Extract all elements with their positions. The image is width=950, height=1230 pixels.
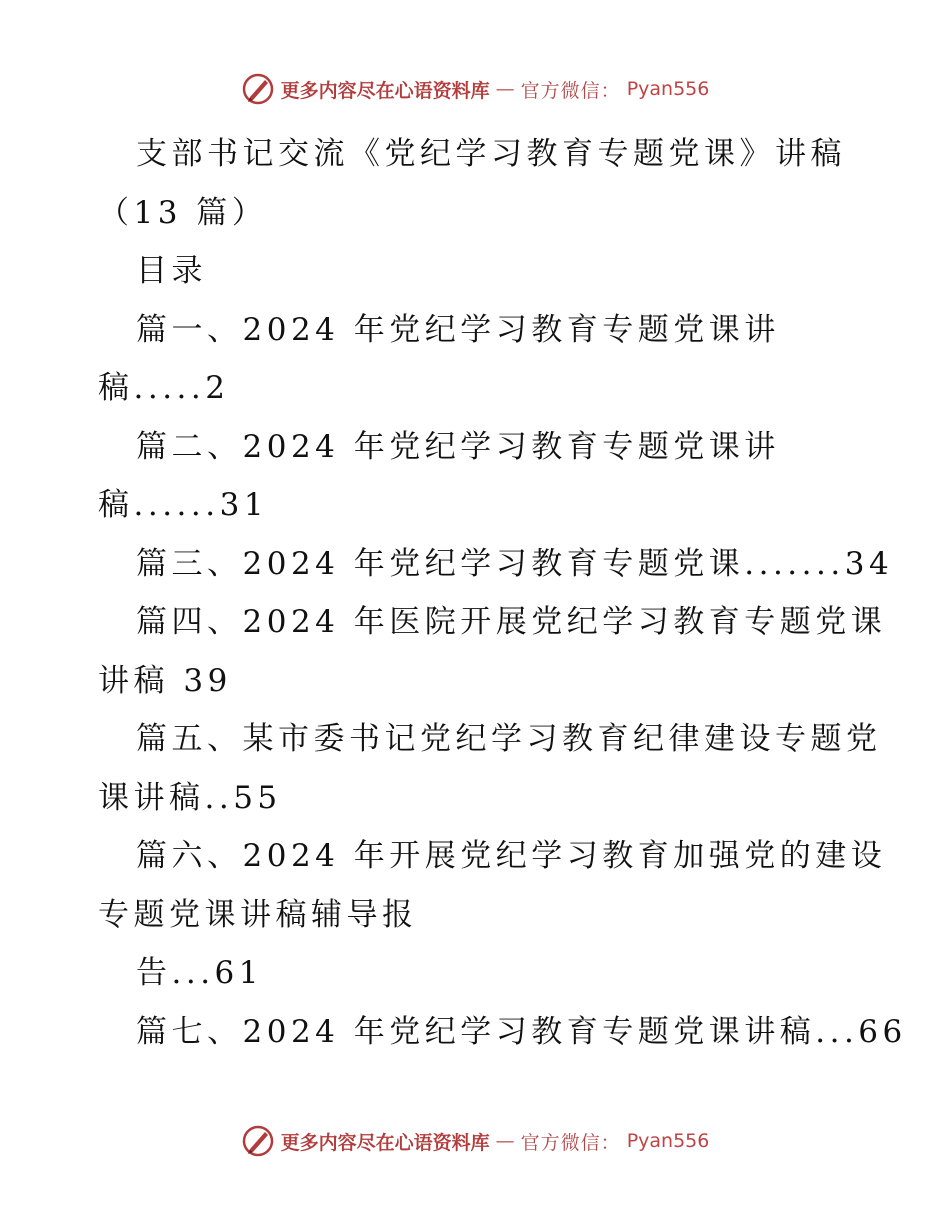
footer-watermark xyxy=(0,1124,950,1158)
watermark-wechat-label: 官方微信： xyxy=(520,79,621,102)
watermark-separator: — xyxy=(495,1130,515,1152)
watermark-main-text: 更多内容尽在心语资料库 xyxy=(280,79,490,102)
watermark-wechat-id: Pyan556 xyxy=(626,78,710,100)
toc-line[interactable]: 专题党课讲稿辅导报 xyxy=(98,896,418,933)
toc-line[interactable]: 篇三、2024 年党纪学习教育专题党课.......34 xyxy=(136,545,894,582)
toc-line[interactable]: 稿......31 xyxy=(98,487,269,523)
pen-logo-icon xyxy=(241,1124,275,1158)
toc-line[interactable]: 讲稿 39 xyxy=(98,662,232,699)
pen-logo-icon xyxy=(241,72,275,106)
watermark-main-text: 更多内容尽在心语资料库 xyxy=(280,1131,490,1154)
document-body xyxy=(98,125,907,1061)
toc-line[interactable]: 篇一、2024 年党纪学习教育专题党课讲 xyxy=(136,311,780,348)
toc-line[interactable]: 篇六、2024 年开展党纪学习教育加强党的建设 xyxy=(136,838,887,874)
toc-line[interactable]: 课讲稿..55 xyxy=(98,779,282,816)
toc-heading: 目录 xyxy=(136,253,207,289)
toc-line[interactable]: 篇二、2024 年党纪学习教育专题党课讲 xyxy=(136,428,780,465)
toc-line[interactable]: 稿.....2 xyxy=(98,370,230,406)
toc-line[interactable]: 篇五、某市委书记党纪学习教育纪律建设专题党 xyxy=(136,721,882,757)
watermark-wechat-label: 官方微信： xyxy=(520,1131,621,1154)
header-watermark xyxy=(0,72,950,106)
document-title: 支部书记交流《党纪学习教育专题党课》讲稿 xyxy=(136,136,846,172)
table-of-contents xyxy=(98,301,907,1062)
toc-line[interactable]: 篇四、2024 年医院开展党纪学习教育专题党课 xyxy=(136,604,887,640)
toc-line[interactable]: 告...61 xyxy=(136,955,264,991)
document-title-count: （13 篇） xyxy=(98,194,268,231)
watermark-separator: — xyxy=(495,78,515,100)
watermark-wechat-id: Pyan556 xyxy=(626,1130,710,1152)
toc-line[interactable]: 篇七、2024 年党纪学习教育专题党课讲稿...66 xyxy=(136,1013,907,1050)
